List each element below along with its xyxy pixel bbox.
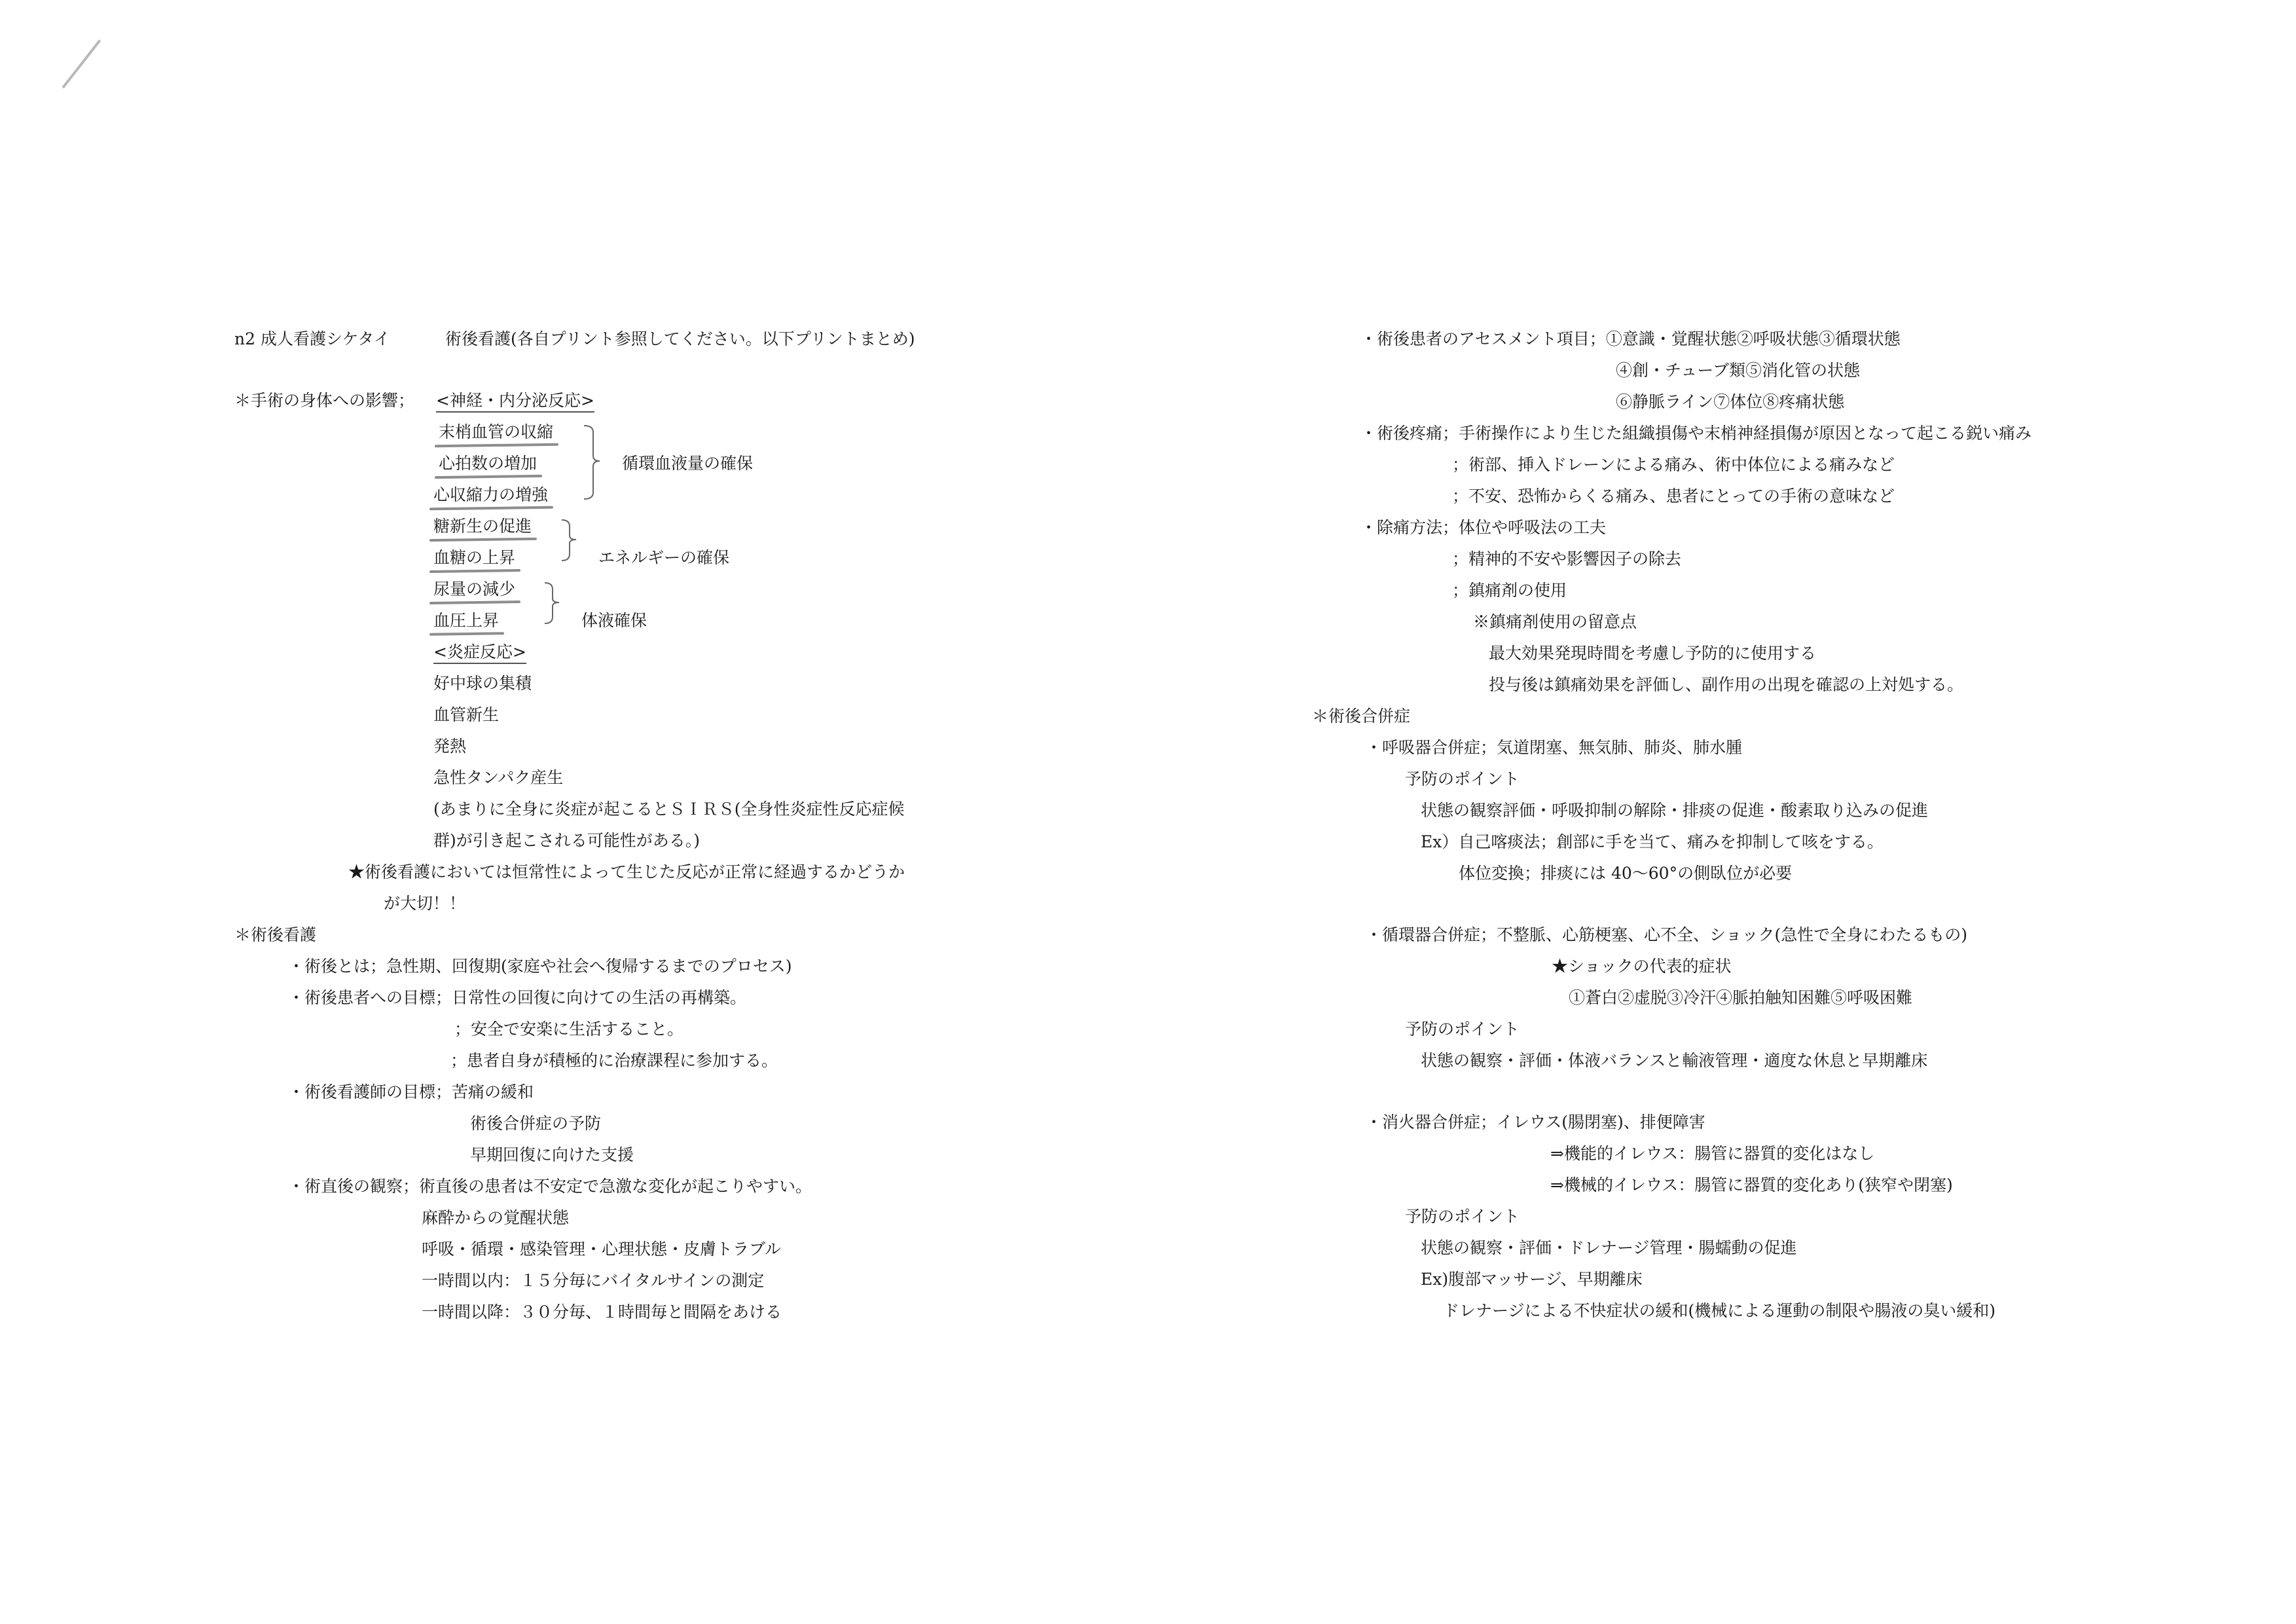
assessment-line3: ⑥静脈ライン⑦体位⑧疼痛状態: [1616, 392, 1845, 411]
neuro-item-blood-glucose: 血糖の上昇: [433, 548, 516, 567]
observation-line2: 麻酔からの覚醒状態: [422, 1208, 570, 1227]
dig-line3: ⇒機械的イレウス：腸管に器質的変化あり(狭窄や閉塞): [1550, 1175, 1953, 1194]
resp-line4: Ex）自己喀痰法；創部に手を当て、痛みを抑制して咳をする。: [1421, 832, 1884, 851]
star-note-line2: が大切！！: [384, 894, 466, 913]
sirs-note-line1: (あまりに全身に炎症が起こるとＳＩＲＳ(全身性炎症性反応症候: [433, 800, 905, 819]
neuro-item-gluconeogenesis: 糖新生の促進: [433, 517, 532, 536]
group-energy-label: エネルギーの確保: [598, 548, 730, 567]
patient-goal-line1: ・術後患者への目標；日常性の回復に向けての生活の再構築。: [288, 988, 747, 1007]
bracket-energy: [562, 517, 581, 564]
inflam-item-neutrophil: 好中球の集積: [433, 674, 532, 693]
relief-line6: 投与後は鎮痛効果を評価し、副作用の出現を確認の上対処する。: [1489, 675, 1964, 694]
resp-line5: 体位変換；排痰には 40～60°の側臥位が必要: [1459, 864, 1793, 883]
pain-line2: ；術部、挿入ドレーンによる痛み、術中体位による痛みなど: [1452, 455, 1895, 474]
bracket-fluid: [545, 580, 564, 627]
nurse-goal-line2: 術後合併症の予防: [470, 1114, 602, 1133]
pain-line3: ；不安、恐怖からくる痛み、患者にとっての手術の意味など: [1452, 487, 1895, 506]
resp-line2: 予防のポイント: [1405, 769, 1520, 788]
dig-line2: ⇒機能的イレウス：腸管に器質的変化はなし: [1550, 1144, 1875, 1163]
resp-line1: ・呼吸器合併症；気道閉塞、無気肺、肺炎、肺水腫: [1366, 738, 1743, 757]
star-note-line1: ★術後看護においては恒常性によって生じた反応が正常に経過するかどうか: [348, 862, 905, 881]
section-postop-nursing-label: ＊術後看護: [234, 925, 317, 944]
inflam-item-angiogenesis: 血管新生: [433, 705, 500, 724]
neuro-item-blood-pressure: 血圧上昇: [433, 611, 500, 630]
inflam-item-acute-protein: 急性タンパク産生: [433, 768, 564, 787]
relief-line1: ・除痛方法；体位や呼吸法の工夫: [1360, 518, 1607, 537]
circ-line3: ①蒼白②虚脱③冷汗④脈拍触知困難⑤呼吸困難: [1569, 988, 1913, 1007]
bracket-circulation: [584, 423, 604, 502]
neuro-endocrine-heading: <神経・内分泌反応>: [436, 391, 594, 413]
pain-line1: ・術後疼痛；手術操作により生じた組織損傷や末梢神経損傷が原因となって起こる鋭い痛み: [1360, 424, 2032, 443]
resp-line3: 状態の観察評価・呼吸抑制の解除・排痰の促進・酸素取り込みの促進: [1421, 801, 1929, 820]
dig-line6: Ex)腹部マッサージ、早期離床: [1421, 1270, 1643, 1289]
circ-line4: 予防のポイント: [1405, 1020, 1520, 1039]
sirs-note-line2: 群)が引き起こされる可能性がある。): [433, 831, 701, 850]
observation-line4: 一時間以内：１５分毎にバイタルサインの測定: [422, 1271, 765, 1290]
doc-topic-title: 術後看護(各自プリント参照してください。以下プリントまとめ): [445, 329, 915, 348]
relief-line3: ；鎮痛剤の使用: [1452, 581, 1567, 600]
section-complications-label: ＊術後合併症: [1312, 707, 1411, 726]
patient-goal-line2: ；安全で安楽に生活すること。: [454, 1020, 684, 1039]
circ-line2: ★ショックの代表的症状: [1552, 957, 1732, 976]
observation-line3: 呼吸・循環・感染管理・心理状態・皮膚トラブル: [422, 1240, 782, 1259]
postop-definition: ・術後とは；急性期、回復期(家庭や社会へ復帰するまでのプロセス): [288, 957, 792, 976]
neuro-item-heart-rate: 心拍数の増加: [439, 454, 538, 473]
inflam-item-fever: 発熱: [433, 737, 467, 756]
section-surgery-effects-label: ＊手術の身体への影響；: [234, 391, 415, 410]
neuro-item-urine: 尿量の減少: [433, 580, 516, 599]
dig-line1: ・消火器合併症；イレウス(腸閉塞)、排便障害: [1366, 1113, 1705, 1132]
observation-line5: 一時間以降：３０分毎、１時間毎と間隔をあける: [422, 1302, 782, 1321]
observation-line1: ・術直後の観察；術直後の患者は不安定で急激な変化が起こりやすい。: [288, 1177, 812, 1196]
relief-line4: ※鎮痛剤使用の留意点: [1473, 612, 1637, 631]
nurse-goal-line1: ・術後看護師の目標；苦痛の緩和: [288, 1082, 534, 1101]
circ-line5: 状態の観察・評価・体液バランスと輸液管理・適度な休息と早期離床: [1421, 1051, 1928, 1070]
group-fluid-label: 体液確保: [581, 611, 647, 630]
dig-line7: ドレナージによる不快症状の緩和(機械による運動の制限や腸液の臭い緩和): [1443, 1301, 1996, 1320]
neuro-item-contractility: 心収縮力の増強: [433, 485, 549, 504]
dig-line5: 状態の観察・評価・ドレナージ管理・腸蠕動の促進: [1421, 1238, 1797, 1257]
inflammation-heading: <炎症反応>: [433, 642, 526, 664]
dig-line4: 予防のポイント: [1405, 1207, 1520, 1226]
patient-goal-line3: ；患者自身が積極的に治療課程に参加する。: [450, 1051, 778, 1070]
assessment-line2: ④創・チューブ類⑤消化管の状態: [1616, 361, 1861, 380]
circ-line1: ・循環器合併症；不整脈、心筋梗塞、心不全、ショック(急性で全身にわたるもの): [1366, 925, 1968, 944]
relief-line5: 最大効果発現時間を考慮し予防的に使用する: [1489, 644, 1817, 663]
neuro-item-vasoconstriction: 末梢血管の収縮: [439, 422, 554, 441]
relief-line2: ；精神的不安や影響因子の除去: [1452, 549, 1682, 568]
group-circulation-label: 循環血液量の確保: [622, 454, 754, 473]
pen-stroke-mark: [62, 39, 101, 88]
doc-course-title: n2 成人看護シケタイ: [234, 329, 390, 348]
assessment-line1: ・術後患者のアセスメント項目；①意識・覚醒状態②呼吸状態③循環状態: [1360, 329, 1901, 348]
nurse-goal-line3: 早期回復に向けた支援: [470, 1145, 634, 1164]
